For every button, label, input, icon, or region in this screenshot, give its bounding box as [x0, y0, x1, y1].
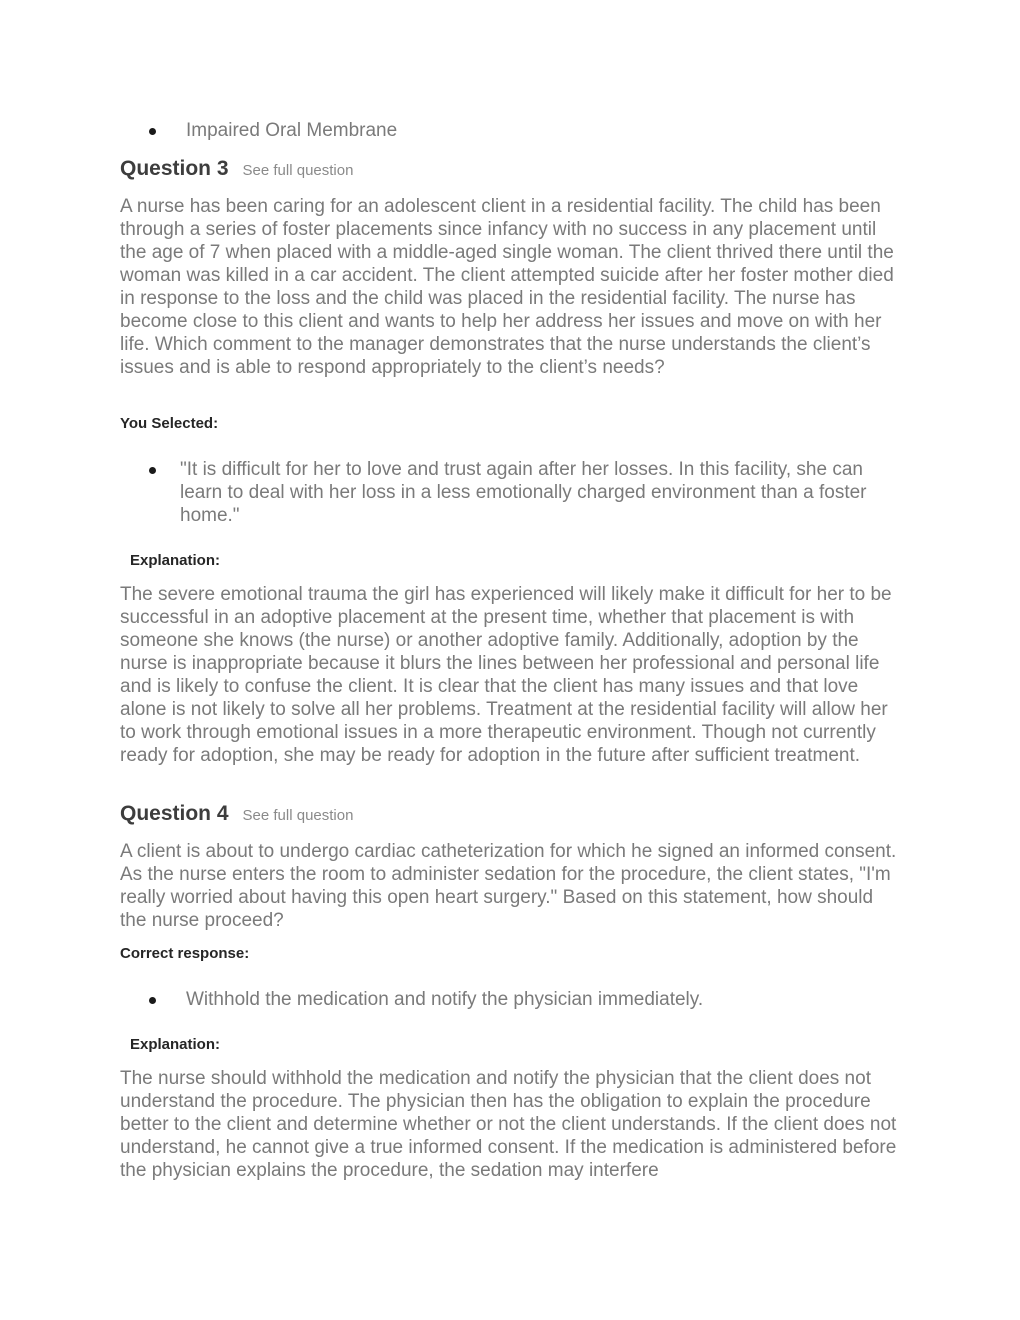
- question-4-explanation: The nurse should withhold the medication and notify the physician that the client does not understand the procedure. The physician then has the obligation to explain the procedure better to the client and determine whether or not the client understands. If the client does not understand, he cannot give a true informed consent. If the medication is administered before the physician explains the procedure, the sedation may interfere: [120, 1068, 897, 1181]
- question-3-text: A nurse has been caring for an adolescent client in a residential facility. The child has been through a series of foster placements since infancy with no success in any placement until the age of 7 when placed with a middle-aged single woman. The client thrived there until the woman was killed in a car accident. The client attempted suicide after her foster mother died in response to the loss and the child was placed in the residential facility. The nurse has become close to this client and wants to help her address her issues and move on with her life. Which comment to the manager demonstrates that the nurse understands the client’s issues and is able to respond appropriately to the client’s needs?: [120, 196, 894, 378]
- explanation-label: Explanation:: [130, 1036, 221, 1053]
- see-full-question-link[interactable]: See full question: [242, 807, 354, 824]
- explanation-label: Explanation:: [130, 552, 221, 569]
- question-3-explanation: The severe emotional trauma the girl has experienced will likely make it difficult for her to be successful in an adoptive placement at the present time, whether that placement is with someone she knows (the nurse) or another adoptive family. Additionally, adoption by the nurse is inappropriate because it blurs the lines between her professional and personal life and is likely to confuse the client. It is clear that the client has many issues and that love alone is not likely to solve all her problems. Treatment at the residential facility will allow her to work through emotional issues in a more therapeutic environment. Though not currently ready for adoption, she may be ready for adoption in the future after sufficient treatment.: [120, 584, 892, 766]
- correct-answer-text: Withhold the medication and notify the physician immediately.: [186, 989, 704, 1010]
- question-3-header: [120, 157, 902, 187]
- bullet-icon: [149, 997, 156, 1004]
- correct-response-label: Correct response:: [120, 945, 250, 962]
- see-full-question-link[interactable]: See full question: [242, 162, 354, 179]
- question-title: Question 3: [120, 157, 229, 180]
- question-4-header: [120, 802, 902, 832]
- answer-text: Impaired Oral Membrane: [186, 120, 398, 141]
- you-selected-label: You Selected:: [120, 415, 219, 432]
- question-4-text: A client is about to undergo cardiac catheterization for which he signed an informed consent. As the nurse enters the room to administer sedation for the procedure, the client states, "I'm really worried about having this open heart surgery." Based on this statement, how should the nurse proceed?: [120, 841, 897, 931]
- bullet-icon: [149, 467, 156, 474]
- bullet-icon: [149, 128, 156, 135]
- selected-answer-text: "It is difficult for her to love and trust again after her losses. In this facility, she can learn to deal with her loss in a less emotionally charged environment than a foster home.": [180, 459, 867, 526]
- question-title: Question 4: [120, 802, 229, 825]
